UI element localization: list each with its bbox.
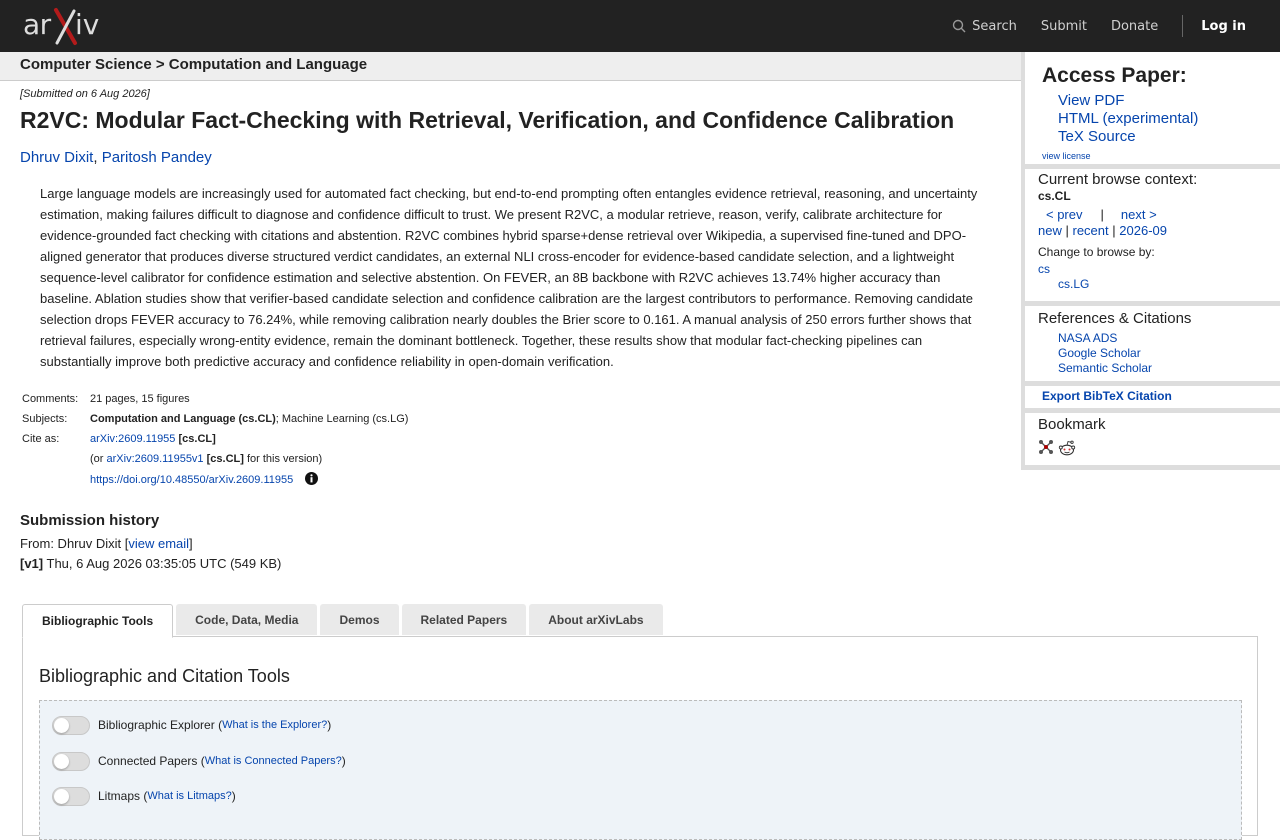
semantic-scholar-link[interactable]: Semantic Scholar bbox=[1058, 361, 1153, 375]
browse-context-category: cs.CL bbox=[1038, 189, 1071, 203]
top-nav bbox=[952, 0, 1280, 52]
tab-panel bbox=[22, 636, 1258, 836]
cite-value bbox=[90, 432, 416, 452]
search-label: Search bbox=[972, 18, 1017, 34]
recent-link[interactable]: recent bbox=[1072, 223, 1109, 238]
version-label: [v1] bbox=[20, 556, 44, 571]
bookmark-box bbox=[1025, 413, 1280, 465]
submitted-date: [Submitted on 6 Aug 2026] bbox=[20, 88, 150, 100]
arxiv-v1-link[interactable]: arXiv:2609.11955v1 bbox=[106, 453, 204, 465]
toggle-row-connected-papers: Connected Papers ( What is Connected Papers? ) bbox=[52, 751, 346, 771]
bookmark-heading: Bookmark bbox=[1038, 416, 1106, 433]
cite-category: [cs.CL] bbox=[178, 433, 216, 445]
view-license-link[interactable]: view license bbox=[1042, 151, 1091, 161]
info-icon[interactable] bbox=[305, 472, 318, 485]
from-prefix: From: Dhruv Dixit [ bbox=[20, 536, 129, 551]
donate-link[interactable]: Donate bbox=[1110, 18, 1159, 34]
doi-link[interactable]: https://doi.org/10.48550/arXiv.2609.11955 bbox=[90, 474, 294, 486]
access-paper-box bbox=[1025, 52, 1280, 164]
new-link[interactable]: new bbox=[1038, 223, 1062, 238]
nav-divider bbox=[1182, 15, 1183, 37]
connected-papers-label: Connected Papers bbox=[98, 754, 198, 768]
browse-cs-link[interactable]: cs bbox=[1038, 262, 1050, 276]
tab-bibliographic-tools[interactable]: Bibliographic Tools bbox=[22, 604, 173, 638]
top-header bbox=[0, 0, 1280, 52]
browse-context-box bbox=[1025, 169, 1280, 301]
explorer-label: Bibliographic Explorer bbox=[98, 718, 215, 732]
tab-code-data-media[interactable]: Code, Data, Media bbox=[176, 604, 317, 635]
access-links bbox=[1058, 92, 1280, 146]
login-link[interactable]: Log in bbox=[1201, 18, 1246, 34]
google-scholar-link[interactable]: Google Scholar bbox=[1058, 346, 1141, 360]
browse-context-heading: Current browse context: bbox=[1038, 171, 1198, 188]
right-sidebar bbox=[1021, 52, 1280, 470]
tab-about-arxivlabs[interactable]: About arXivLabs bbox=[529, 604, 662, 635]
browse-cs-lg-link[interactable]: cs.LG bbox=[1058, 277, 1090, 291]
references-list bbox=[1058, 331, 1280, 376]
version-line bbox=[20, 554, 1015, 574]
search-icon bbox=[952, 19, 966, 33]
connected-papers-toggle[interactable] bbox=[52, 752, 90, 771]
submit-link[interactable]: Submit bbox=[1040, 18, 1087, 34]
access-paper-heading: Access Paper: bbox=[1042, 64, 1187, 87]
paper-title: R2VC: Modular Fact-Checking with Retrieval, Verification, and Confidence Calibration bbox=[20, 107, 955, 133]
arxiv-id-link[interactable]: arXiv:2609.11955 bbox=[90, 433, 176, 445]
prev-link[interactable]: < prev bbox=[1046, 207, 1083, 222]
export-bibtex-link[interactable]: Export BibTeX Citation bbox=[1042, 389, 1172, 403]
primary-subject: Computation and Language (cs.CL) bbox=[90, 413, 276, 425]
tab-related-papers[interactable]: Related Papers bbox=[402, 604, 527, 635]
view-pdf-link[interactable]: View PDF bbox=[1058, 92, 1125, 109]
bibtex-box bbox=[1025, 386, 1280, 408]
reddit-icon[interactable] bbox=[1058, 439, 1076, 457]
metadata-table bbox=[22, 392, 416, 493]
or-prefix: (or bbox=[90, 453, 104, 465]
author-list: Dhruv Dixit, Paritosh Pandey bbox=[20, 149, 212, 166]
references-heading: References & Citations bbox=[1038, 310, 1192, 327]
tools-title: Bibliographic and Citation Tools bbox=[39, 666, 290, 686]
view-email-link[interactable]: view email bbox=[128, 536, 190, 551]
arxiv-logo[interactable] bbox=[23, 6, 113, 46]
cite-v1-category: [cs.CL] bbox=[206, 453, 244, 465]
litmaps-help-link[interactable]: What is Litmaps? bbox=[147, 790, 232, 802]
author-link[interactable]: Dhruv Dixit bbox=[20, 149, 94, 166]
connected-papers-help-link[interactable]: What is Connected Papers? bbox=[204, 755, 342, 767]
explorer-help-link[interactable]: What is the Explorer? bbox=[222, 719, 328, 731]
submission-history-heading: Submission history bbox=[20, 512, 160, 529]
for-this-version: for this version) bbox=[246, 453, 323, 465]
nasa-ads-link[interactable]: NASA ADS bbox=[1058, 331, 1118, 345]
abstract: Large language models are increasingly used for automated fact checking, but end-to-end prompting often entangles evidence retrieval, reasoning, and uncertainty estimation, making failures difficult to diagnose and confidence difficult to trust. We present R2VC, a modular retrieve, reason, verify, calibrate architecture for evidence-grounded fact checking with citations and abstention. R2VC combines hybrid sparse+dense retrieval over Wikipedia, a supervised fine-tuned and DPO-aligned generator that produces diverse structured verdict candidates, an external NLI cross-encoder for evidence-based candidate selection, and a lightweight sequence-level calibrator for confidence estimation and selective abstention. On FEVER, an 8B backbone with R2VC achieves 13.74% higher accuracy than baseline. Ablation studies show that verifier-based candidate selection and confidence calibration are the largest contributors to performance. Removing candidate selection drops FEVER accuracy to 76.24%, while removing calibration nearly doubles the Brier score to 0.161. A manual analysis of 250 errors further shows that retrieval failures, especially wrong-entity evidence, remain the dominant bottleneck. Together, these results show that modular fact-checking pipelines can substantially improve both predictive accuracy and confidence reliability in open-domain verification. bbox=[40, 186, 978, 369]
svg-text:iv: iv bbox=[75, 8, 100, 41]
separator: | bbox=[1112, 223, 1116, 238]
toggle-row-explorer: Bibliographic Explorer ( What is the Explorer? ) bbox=[52, 715, 331, 735]
listing-row bbox=[1038, 223, 1280, 238]
bibsonomy-icon[interactable] bbox=[1038, 439, 1054, 455]
search-link[interactable] bbox=[952, 19, 1017, 34]
svg-text:ar: ar bbox=[23, 8, 51, 41]
subjects-value bbox=[90, 412, 416, 432]
html-link[interactable]: HTML (experimental) bbox=[1058, 110, 1199, 127]
litmaps-label: Litmaps bbox=[98, 789, 141, 803]
main-content bbox=[20, 81, 1015, 574]
from-suffix: ] bbox=[189, 536, 193, 551]
submitter-line bbox=[20, 534, 1015, 554]
bookmark-icons bbox=[1038, 439, 1280, 457]
breadcrumb: Computer Science > Computation and Language bbox=[0, 52, 1021, 81]
browse-by-links bbox=[1038, 262, 1280, 292]
toggle-row-litmaps: Litmaps ( What is Litmaps? ) bbox=[52, 786, 236, 806]
next-link[interactable]: next > bbox=[1120, 207, 1157, 222]
toggle-knob bbox=[54, 718, 69, 733]
cite-version bbox=[90, 452, 416, 472]
comments-value: 21 pages, 15 figures bbox=[90, 393, 190, 405]
explorer-toggle[interactable] bbox=[52, 716, 90, 735]
version-detail: Thu, 6 Aug 2026 03:35:05 UTC (549 KB) bbox=[46, 556, 282, 571]
subjects-label: Subjects: bbox=[22, 413, 68, 425]
secondary-subject: ; Machine Learning (cs.LG) bbox=[275, 413, 409, 425]
tools-box bbox=[39, 700, 1242, 840]
change-browse-label: Change to browse by: bbox=[1038, 245, 1155, 259]
references-box bbox=[1025, 306, 1280, 381]
toggle-knob bbox=[54, 754, 69, 769]
doi-row bbox=[90, 472, 416, 493]
separator: | bbox=[1100, 207, 1104, 222]
submission-history bbox=[20, 534, 1015, 574]
separator: | bbox=[1065, 223, 1069, 238]
litmaps-toggle[interactable] bbox=[52, 787, 90, 806]
month-link[interactable]: 2026-09 bbox=[1119, 223, 1167, 238]
tab-demos[interactable]: Demos bbox=[320, 604, 398, 635]
toggle-knob bbox=[54, 789, 69, 804]
comments-label: Comments: bbox=[22, 393, 79, 405]
prev-next-row bbox=[1038, 207, 1280, 222]
labs-tabs bbox=[22, 604, 1258, 637]
cite-label: Cite as: bbox=[22, 433, 60, 445]
author-link[interactable]: Paritosh Pandey bbox=[101, 149, 212, 166]
tex-source-link[interactable]: TeX Source bbox=[1058, 128, 1136, 145]
